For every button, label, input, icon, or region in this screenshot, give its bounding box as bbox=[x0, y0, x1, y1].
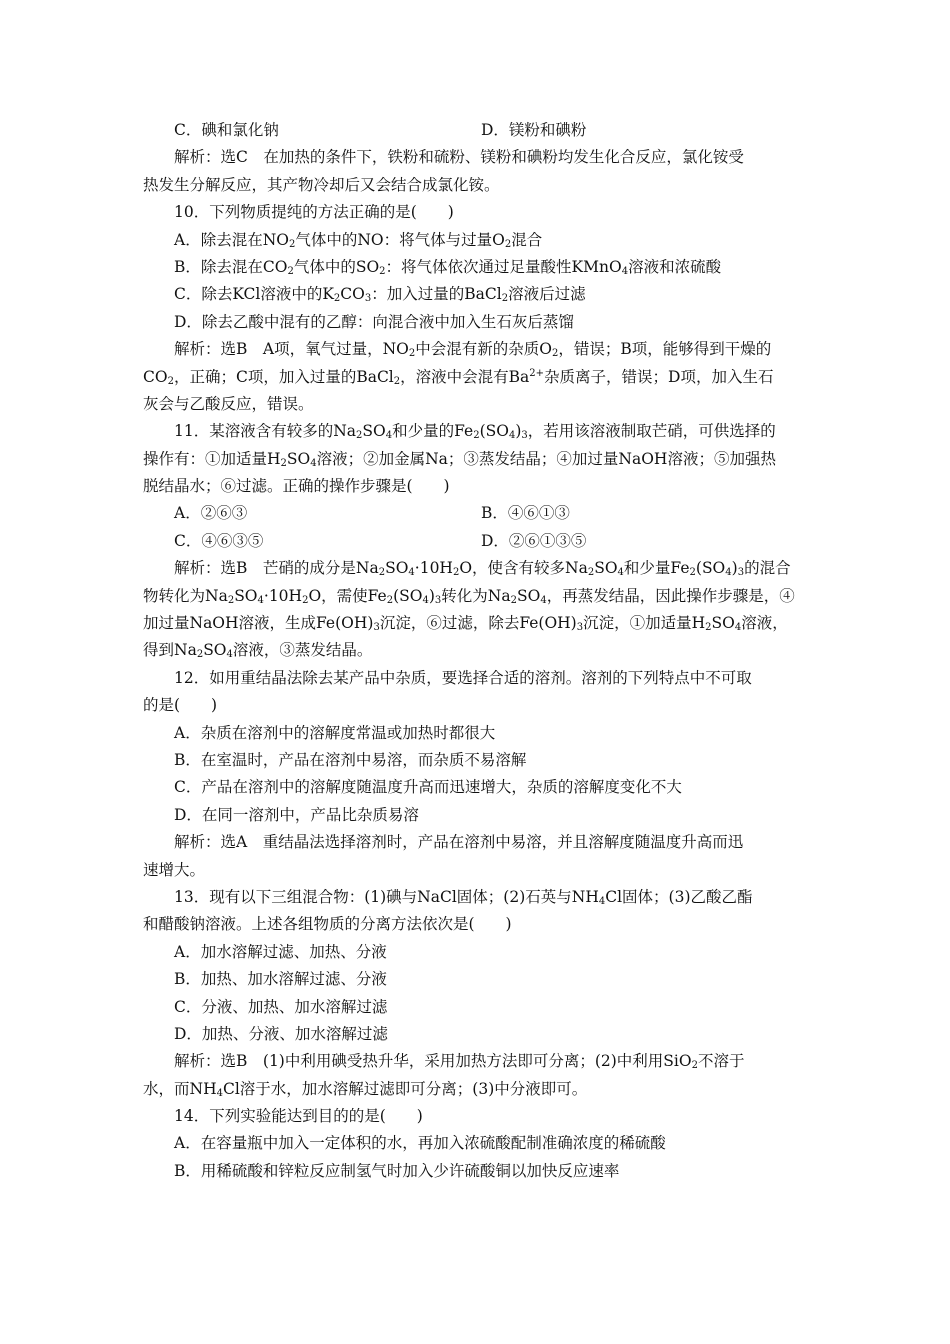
q11-option-c: C．④⑥③⑤ bbox=[174, 531, 264, 550]
q11-analysis-line-3: 加过量NaOH溶液，生成$Fe(OH)_3$沉淀，⑥过滤，除去$Fe(OH)_3$沉淀，①加适量$H_2SO_4$溶液， bbox=[143, 614, 788, 634]
q9-analysis-line-2: 热发生分解反应，其产物冷却后又会结合成氯化铵。 bbox=[143, 175, 500, 194]
q13-option-d: D．加热、分液、加水溶解过滤 bbox=[174, 1024, 388, 1043]
q10-option-b: B．除去混在$CO_2$气体中的$SO_2$：将气体依次通过足量酸性KMnO$_4$溶液和浓硫酸 bbox=[174, 257, 722, 277]
q12-option-a: A．杂质在溶剂中的溶解度常温或加热时都很大 bbox=[174, 723, 496, 742]
q12-option-c: C．产品在溶剂中的溶解度随温度升高而迅速增大，杂质的溶解度变化不大 bbox=[174, 778, 682, 797]
q13-stem-line-1: 13．现有以下三组混合物：(1)碘与NaCl固体；(2)石英与$NH_4Cl$固体；(3)乙酸乙酯 bbox=[174, 887, 753, 907]
q11-analysis-line-1: 解析：选B 芒硝的成分是$Na_2SO_4\cdot 10H_2O$，使含有较多$Na_2SO_4$和少量$Fe_2(SO_4)_3$的混合 bbox=[174, 559, 791, 579]
q10-analysis-line-1: 解析：选B A项，氧气过量，$NO_2$中会混有新的杂质$O_2$，错误；B项，能够得到干燥的 bbox=[174, 340, 772, 360]
q13-option-a: A．加水溶解过滤、加热、分液 bbox=[174, 942, 387, 961]
q10-option-d: D．除去乙酸中混有的乙醇：向混合液中加入生石灰后蒸馏 bbox=[174, 312, 574, 331]
q14-stem: 14．下列实验能达到目的的是( ) bbox=[174, 1107, 423, 1126]
q9-option-d: D．镁粉和碘粉 bbox=[481, 121, 587, 139]
q10-option-a: A．除去混在$NO_2$气体中的NO：将气体与过量$O_2$混合 bbox=[174, 230, 543, 250]
q9-option-c: C．碘和氯化钠 bbox=[174, 121, 279, 139]
q13-analysis-line-1: 解析：选B (1)中利用碘受热升华，采用加热方法即可分离；(2)中利用SiO$_2$不溶于 bbox=[174, 1052, 745, 1072]
q13-option-c: C．分液、加热、加水溶解过滤 bbox=[174, 997, 388, 1016]
q11-analysis-line-2: 物转化为$Na_2SO_4\cdot 10H_2O$，需使$Fe_2(SO_4)_3$转化为$Na_2SO_4$，再蒸发结晶，因此操作步骤是，④ bbox=[143, 586, 795, 606]
q12-analysis-line-1: 解析：选A 重结晶法选择溶剂时，产品在溶剂中易溶，并且溶解度随温度升高而迅 bbox=[174, 833, 744, 852]
q12-option-d: D．在同一溶剂中，产品比杂质易溶 bbox=[174, 805, 419, 824]
q11-stem-line-3: 脱结晶水；⑥过滤。正确的操作步骤是( ) bbox=[143, 477, 450, 496]
q13-option-b: B．加热、加水溶解过滤、分液 bbox=[174, 970, 387, 989]
q10-option-c: C．除去KCl溶液中的$K_2CO_3$：加入过量的BaCl$_2$溶液后过滤 bbox=[174, 285, 586, 305]
q12-stem-line-2: 的是( ) bbox=[143, 696, 218, 715]
q11-options-row-2 bbox=[143, 528, 810, 555]
q12-stem-line-1: 12．如用重结晶法除去某产品中杂质，要选择合适的溶剂。溶剂的下列特点中不可取 bbox=[174, 668, 752, 687]
q11-option-d: D．②⑥①③⑤ bbox=[481, 531, 587, 550]
q10-analysis-line-2: $CO_2$，正确；C项，加入过量的BaCl$_2$，溶液中会混有$Ba^{2+}$杂质离子，错误；D项，加入生石 bbox=[143, 367, 774, 387]
q11-options-row-1 bbox=[143, 500, 810, 527]
q12-option-b: B．在室温时，产品在溶剂中易溶，而杂质不易溶解 bbox=[174, 750, 527, 769]
q9-analysis-line-1: 解析：选C 在加热的条件下，铁粉和硫粉、镁粉和碘粉均发生化合反应，氯化铵受 bbox=[174, 148, 744, 167]
q10-analysis-line-3: 灰会与乙酸反应，错误。 bbox=[143, 394, 314, 413]
q11-option-b: B．④⑥①③ bbox=[481, 504, 570, 523]
q13-analysis-line-2: 水，而$NH_4Cl$溶于水，加水溶解过滤即可分离；(3)中分液即可。 bbox=[143, 1079, 588, 1099]
q12-analysis-line-2: 速增大。 bbox=[143, 860, 206, 879]
q13-stem-line-2: 和醋酸钠溶液。上述各组物质的分离方法依次是( ) bbox=[143, 915, 512, 934]
q11-stem-line-1: 11．某溶液含有较多的$Na_2SO_4$和少量的$Fe_2(SO_4)_3$，若用该溶液制取芒硝，可供选择的 bbox=[174, 422, 776, 442]
q11-option-a: A．②⑥③ bbox=[174, 504, 248, 523]
page-content bbox=[143, 117, 810, 1185]
q14-option-a: A．在容量瓶中加入一定体积的水，再加入浓硫酸配制准确浓度的稀硫酸 bbox=[174, 1134, 666, 1153]
q14-option-b: B．用稀硫酸和锌粒反应制氢气时加入少许硫酸铜以加快反应速率 bbox=[174, 1161, 620, 1180]
q9-options-row bbox=[143, 117, 810, 144]
q11-stem-line-2: 操作有：①加适量$H_2SO_4$溶液；②加金属Na；③蒸发结晶；④加过量NaOH溶液；⑤加强热 bbox=[143, 449, 776, 469]
q10-stem: 10．下列物质提纯的方法正确的是( ) bbox=[174, 203, 454, 222]
q11-analysis-line-4: 得到$Na_2SO_4$溶液，③蒸发结晶。 bbox=[143, 641, 373, 661]
